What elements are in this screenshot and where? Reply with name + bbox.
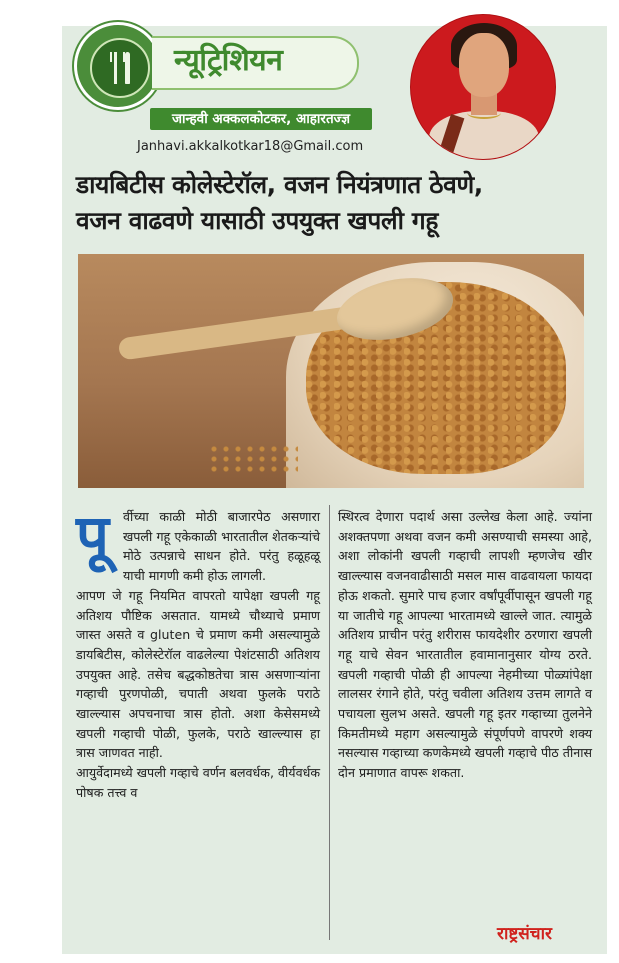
author-photo (410, 14, 556, 160)
headline-line-1: डायबिटीस कोलेस्टेरॉल, वजन नियंत्रणात ठेवणे, (76, 170, 483, 199)
column-title: न्यूट्रिशियन (174, 43, 283, 78)
drop-cap: पू (76, 502, 109, 570)
author-email: Janhavi.akkalkotkar18@Gmail.com (137, 139, 364, 154)
column-divider (329, 505, 330, 940)
article-background (62, 26, 607, 954)
article-column-left (76, 502, 320, 803)
fork-knife-icon (74, 22, 162, 110)
article-column-right (338, 507, 592, 783)
paragraph-1: र्वीच्या काळी मोठी बाजारपेठ असणारा खपली गहू एकेकाळी भारतातील शेतकऱ्यांचे मोठे उत्पन्नाचे साधन होते. परंतु हळूहळू याची मागणी कमी होऊ लागली. (122, 509, 320, 584)
newspaper-source: राष्ट्रसंचार (497, 924, 552, 944)
article-headline (76, 167, 611, 239)
paragraph-2: आपण जे गहू नियमित वापरतो यापेक्षा खपली गहू अतिशय पौष्टिक असतात. यामध्ये चौथ्याचे प्रमाण जास्त असते व gluten चे प्रमाण कमी असल्यामुळे डायबिटीस, कोलेस्टेरॉल वाढलेल्या पेशंटसाठी अतिशय उपयुक्त आहे. तसेच बद्धकोष्ठतेचा त्रास असणाऱ्यांना गव्हाची पुरणपोळी, चपाती अथवा फुलके पराठे खाल्ल्यास अपचनाचा त्रास होतो. अशा केसेसमध्ये खपली गव्हाची पोळी, फुलके, पराठे खाल्ल्यास हा त्रास जाणवत नाही. (76, 587, 320, 761)
headline-line-2: वजन वाढवणे यासाठी उपयुक्त खपली गहू (76, 206, 439, 235)
paragraph-3: आयुर्वेदामध्ये खपली गव्हाचे वर्णन बलवर्धक, वीर्यवर्धक पोषक तत्त्व व (76, 765, 320, 800)
author-byline: जान्हवी अक्कलकोटकर, आहारतज्ज्ञ (150, 108, 372, 130)
wheat-photo (78, 254, 584, 488)
paragraph-4: स्थिरत्व देणारा पदार्थ असा उल्लेख केला आहे. ज्यांना अशक्तपणा अथवा वजन कमी असण्याची समस्या आहे, अशा लोकांनी खपली गव्हाची लापशी म्हणजेच खीर खाल्ल्यास वजनवाढीसाठी मसल मास वाढवायला फायदा होऊ शकतो. सुमारे पाच हजार वर्षांपूर्वीपासून खपली गहू या जातीचे गहू आपल्या भारतामध्ये खाल्ले जात. त्यामुळे अतिशय प्राचीन परंतु शरीरास फायदेशीर ठरणारा खपली गहू याचे सेवन भारतातील हवामानानुसार योग्य ठरते. खपली गव्हाची पोळी ही आपल्या नेहमीच्या पोळ्यांपेक्षा लालसर रंगाने होते, परंतु चवीला अतिशय उत्तम लागते व पचायला सुलभ असते. खपली गहू इतर गव्हाच्या तुलनेने किमतीमध्ये महाग असल्यामुळे संपूर्णपणे वापरणे शक्य नसल्यास गव्हाच्या कणकेमध्ये खपली गव्हाचे पीठ तीनास दोन प्रमाणात वापरू शकता. (338, 509, 592, 781)
